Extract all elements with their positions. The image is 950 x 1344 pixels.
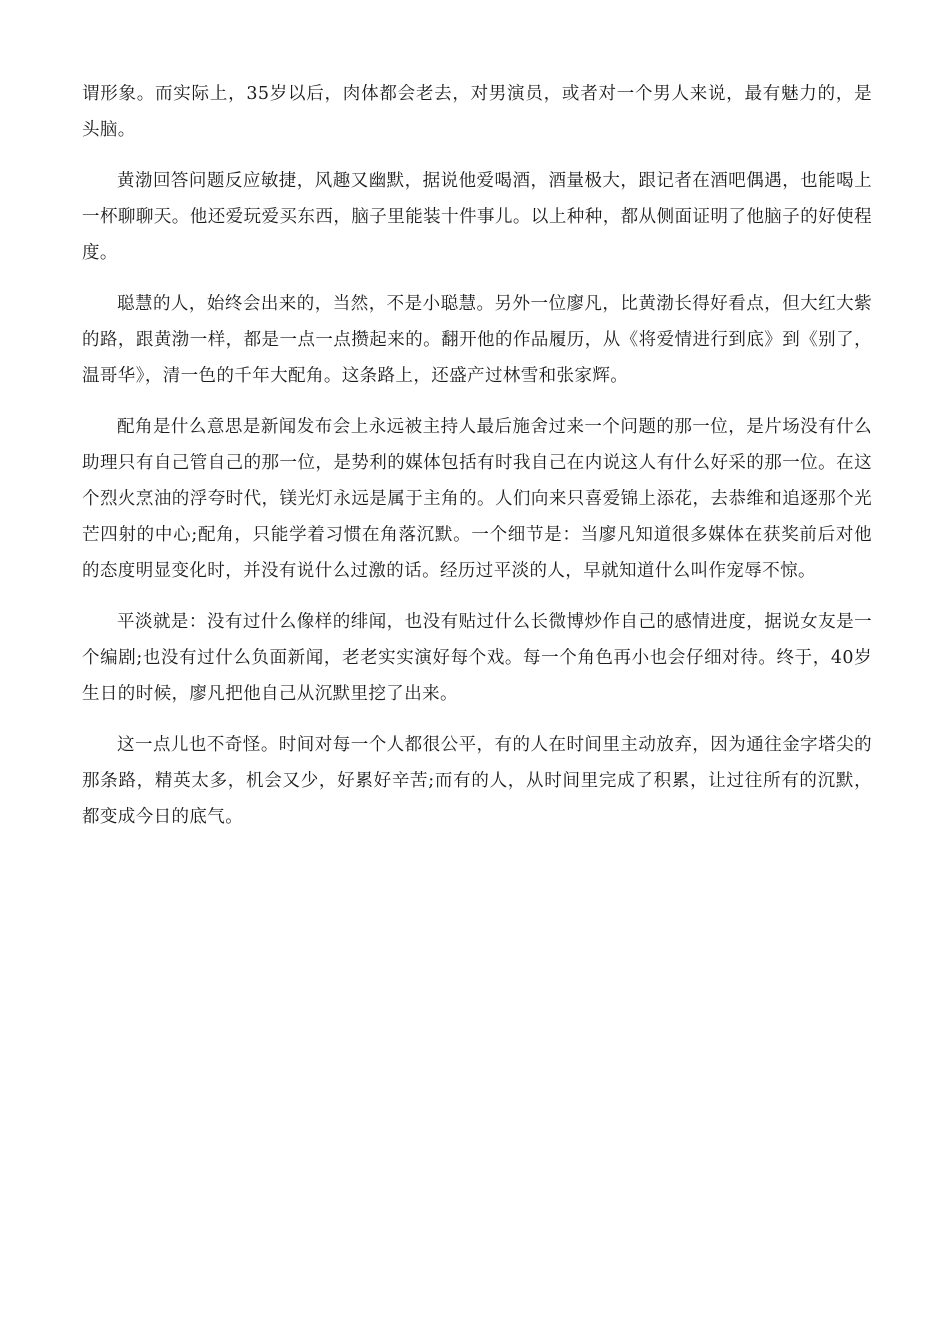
paragraph-4: 配角是什么意思是新闻发布会上永远被主持人最后施舍过来一个问题的那一位，是片场没有什么助理只有自己管自己的那一位，是势利的媒体包括有时我自己在内说这人有什么好采的那一位。在这个烈火烹油的浮夸时代，镁光灯永远是属于主角的。人们向来只喜爱锦上添花，去恭维和追逐那个光芒四射的中心;配角，只能学着习惯在角落沉默。一个细节是：当廖凡知道很多媒体在获奖前后对他的态度明显变化时，并没有说什么过激的话。经历过平淡的人，早就知道什么叫作宠辱不惊。 <box>82 417 872 581</box>
paragraph-2: 黄渤回答问题反应敏捷，风趣又幽默，据说他爱喝酒，酒量极大，跟记者在酒吧偶遇，也能喝上一杯聊聊天。他还爱玩爱买东西，脑子里能装十件事儿。以上种种，都从侧面证明了他脑子的好使程度。 <box>82 171 872 263</box>
document-page <box>82 76 872 850</box>
paragraph-1: 谓形象。而实际上，35岁以后，肉体都会老去，对男演员，或者对一个男人来说，最有魅力的，是头脑。 <box>82 84 872 140</box>
paragraph-5: 平淡就是：没有过什么像样的绯闻，也没有贴过什么长微博炒作自己的感情进度，据说女友是一个编剧;也没有过什么负面新闻，老老实实演好每个戏。每一个角色再小也会仔细对待。终于，40岁生日的时候，廖凡把他自己从沉默里挖了出来。 <box>82 612 872 704</box>
paragraph-3: 聪慧的人，始终会出来的，当然，不是小聪慧。另外一位廖凡，比黄渤长得好看点，但大红大紫的路，跟黄渤一样，都是一点一点攒起来的。翻开他的作品履历，从《将爱情进行到底》到《别了，温哥华》，清一色的千年大配角。这条路上，还盛产过林雪和张家辉。 <box>82 294 872 386</box>
paragraph-6: 这一点儿也不奇怪。时间对每一个人都很公平，有的人在时间里主动放弃，因为通往金字塔尖的那条路，精英太多，机会又少，好累好辛苦;而有的人，从时间里完成了积累，让过往所有的沉默，都变成今日的底气。 <box>82 735 872 827</box>
